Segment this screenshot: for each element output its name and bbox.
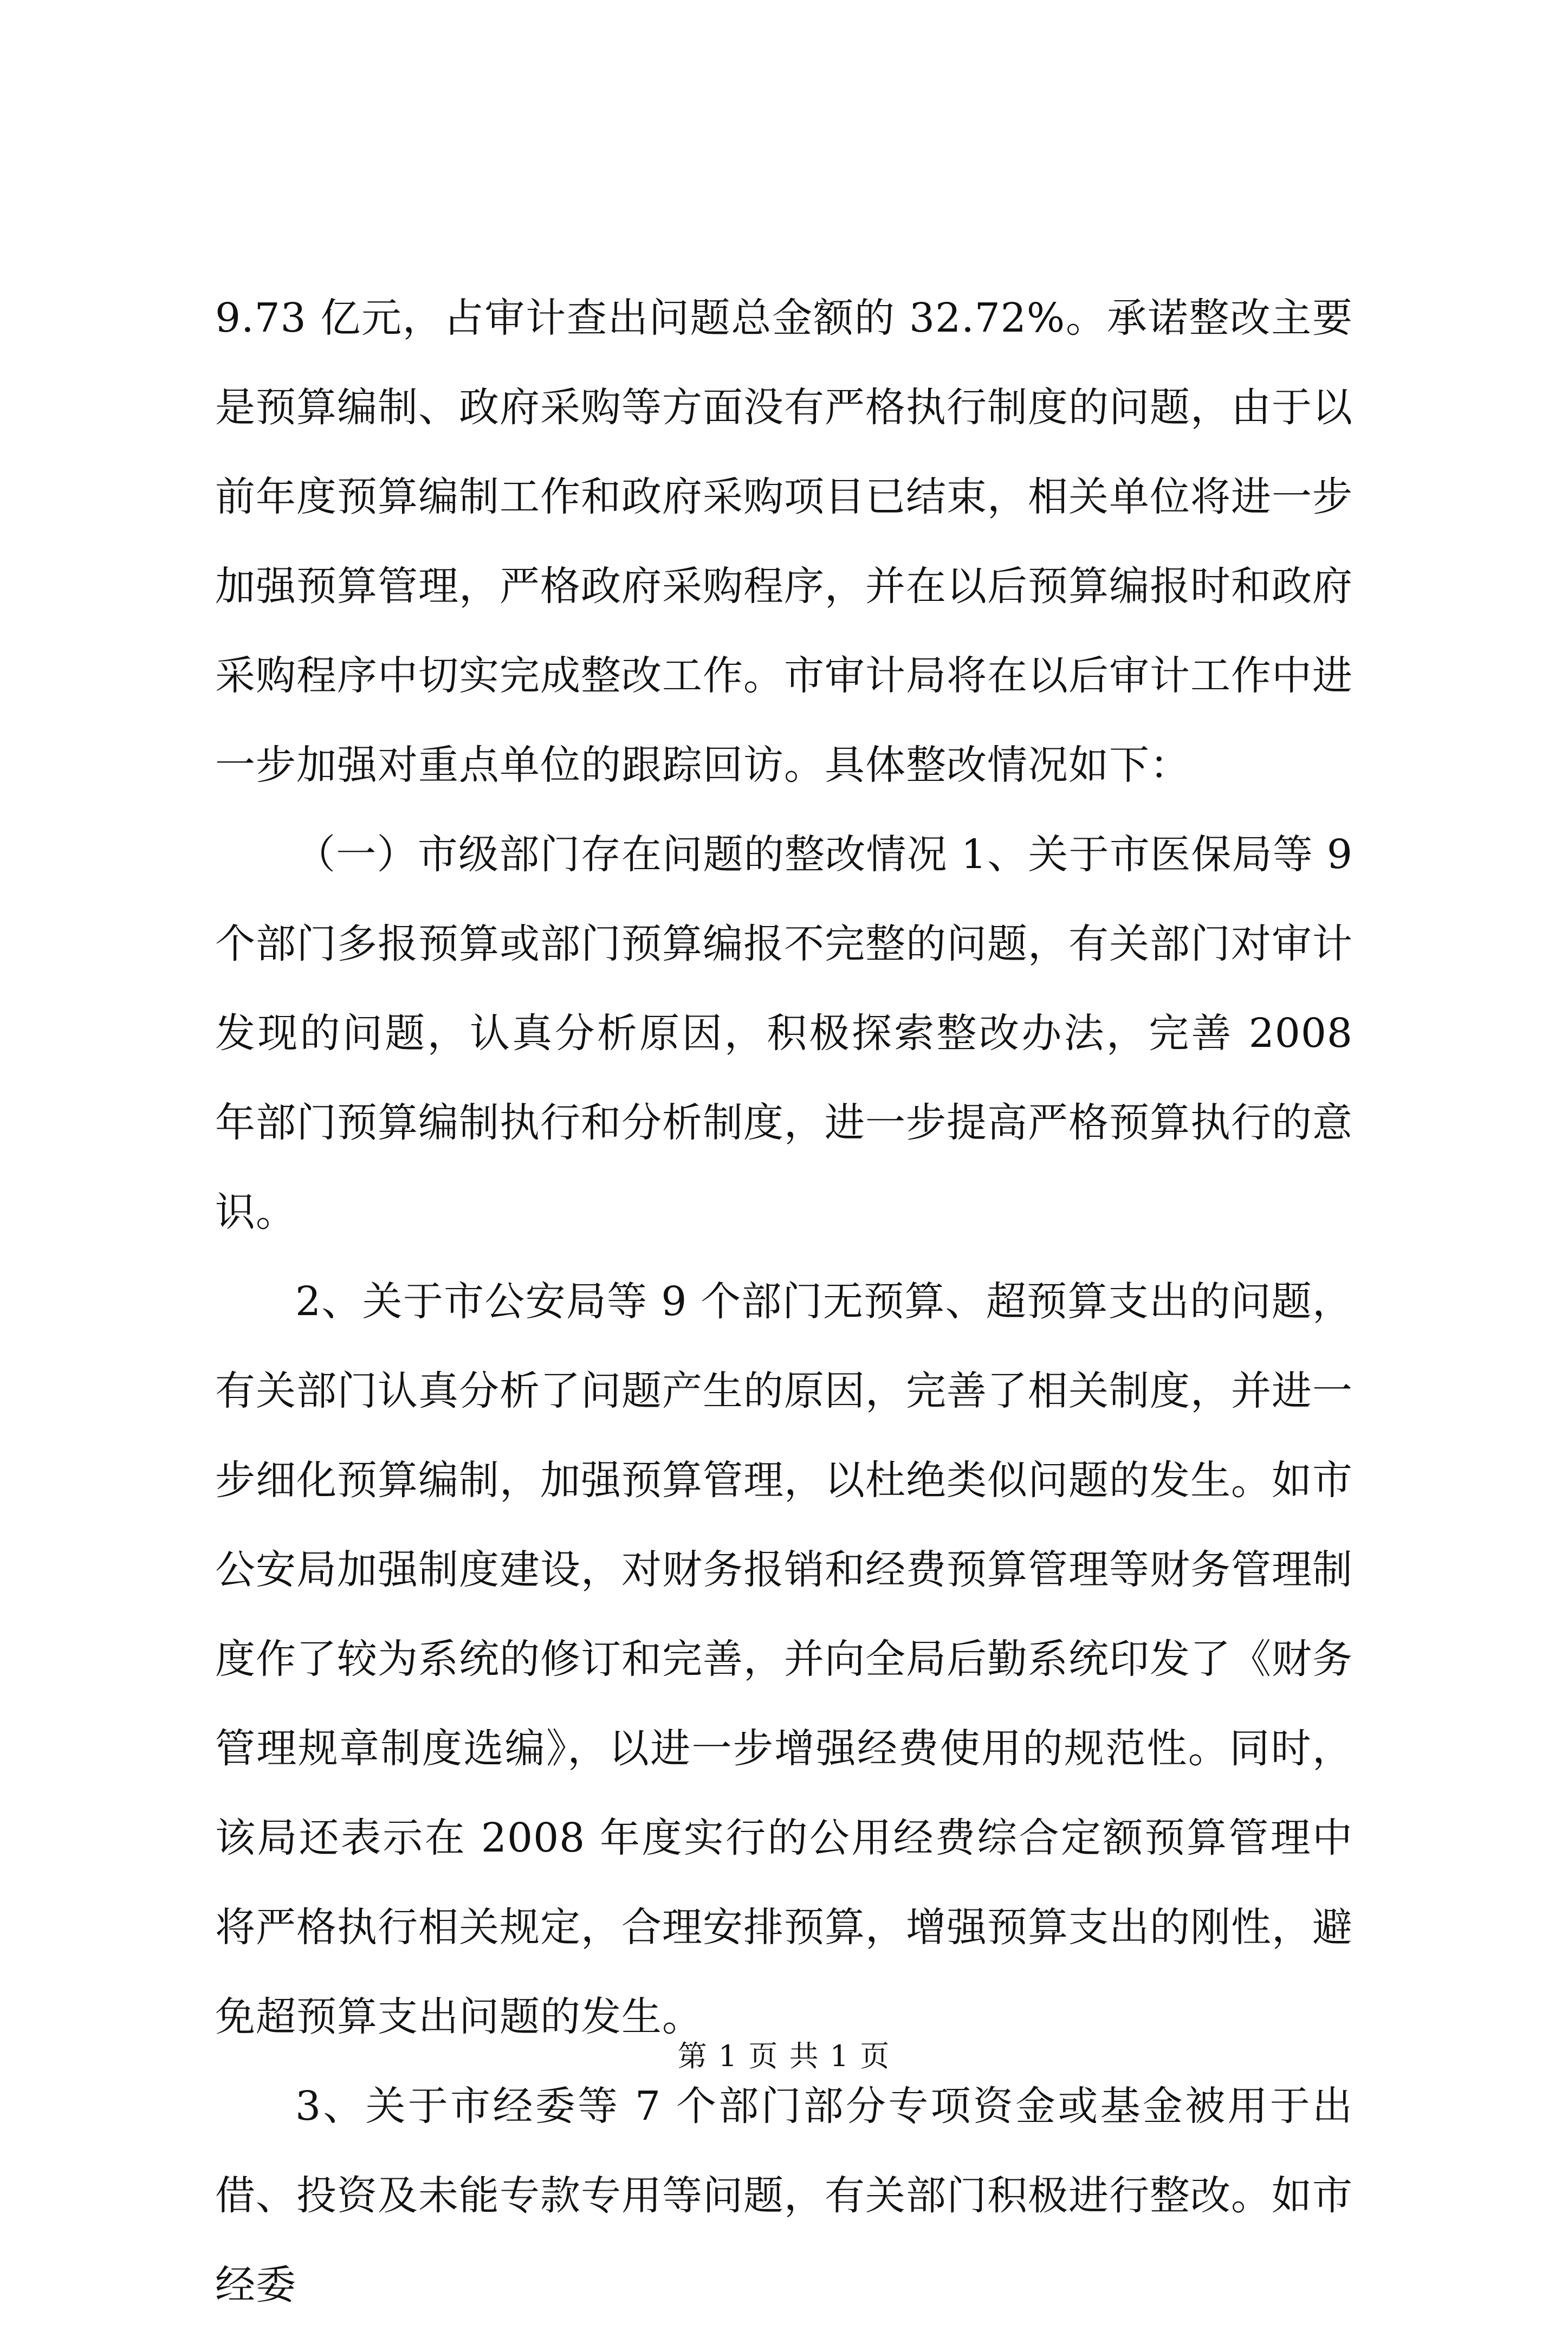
page-footer: 第 1 页 共 1 页 xyxy=(677,2039,891,2073)
paragraph-1: 9.73 亿元，占审计查出问题总金额的 32.72%。承诺整改主要是预算编制、政府采购等方面没有严格执行制度的问题，由于以前年度预算编制工作和政府采购项目已结束，相关单位将进一步加强预算管理，严格政府采购程序，并在以后预算编报时和政府采购程序中切实完成整改工作。市审计局将在以后审计工作中进一步加强对重点单位的跟踪回访。具体整改情况如下： xyxy=(215,295,1353,788)
document-body xyxy=(215,274,1353,2330)
paragraph-3: 2、关于市公安局等 9 个部门无预算、超预算支出的问题，有关部门认真分析了问题产生的原因，完善了相关制度，并进一步细化预算编制，加强预算管理，以杜绝类似问题的发生。如市公安局加强制度建设，对财务报销和经费预算管理等财务管理制度作了较为系统的修订和完善，并向全局后勤系统印发了《财务管理规章制度选编》，以进一步增强经费使用的规范性。同时，该局还表示在 2008 年度实行的公用经费综合定额预算管理中将严格执行相关规定，合理安排预算，增强预算支出的刚性，避免超预算支出问题的发生。 xyxy=(215,1278,1353,2040)
paragraph-4: 3、关于市经委等 7 个部门部分专项资金或基金被用于出借、投资及未能专款专用等问题，有关部门积极进行整改。如市经委 xyxy=(215,2083,1353,2308)
paragraph-2: （一）市级部门存在问题的整改情况 1、关于市医保局等 9 个部门多报预算或部门预算编报不完整的问题，有关部门对审计发现的问题，认真分析原因，积极探索整改办法，完善 2008 年部门预算编制执行和分析制度，进一步提高严格预算执行的意识。 xyxy=(215,831,1353,1235)
